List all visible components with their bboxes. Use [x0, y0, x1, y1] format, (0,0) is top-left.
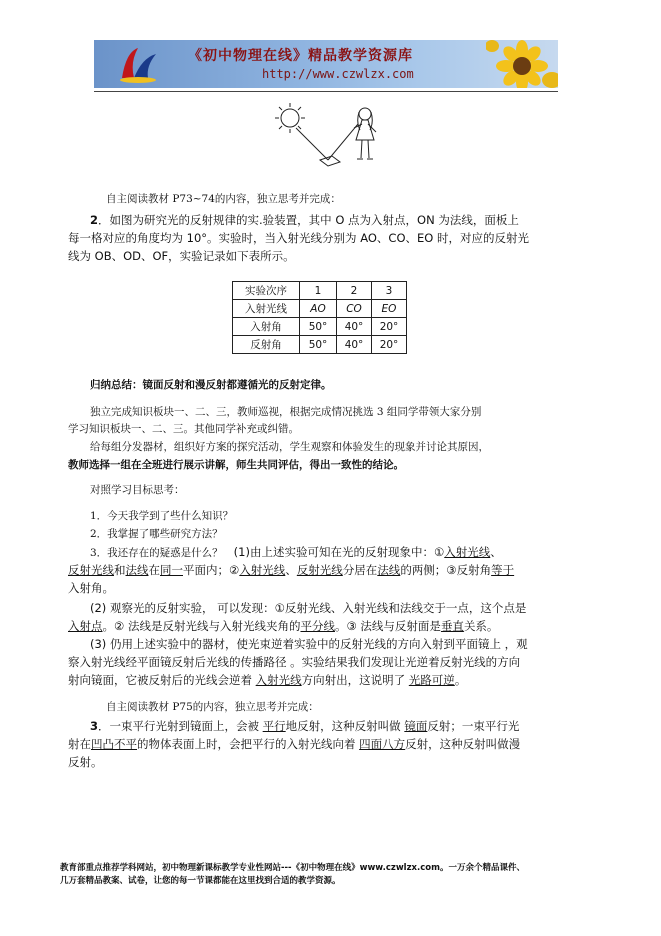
table-cell: 反射角 [233, 336, 300, 354]
table-row [233, 282, 407, 300]
answer-text: 、 [490, 545, 502, 559]
answer-text: 射向镜面，它被反射后的光线会逆着 [68, 673, 252, 687]
question-2-line2: 每一格对应的角度均为 10°。实验时，当入射光线分别为 AO、CO、EO 时，对应的反射光 [68, 231, 529, 245]
answer-text: 反射，这种反射叫做漫 [405, 737, 521, 751]
answer-blank: 垂直 [440, 619, 464, 633]
answer-blank: 入射光线 [444, 545, 491, 559]
question-2-line3: 线为 OB、OD、OF，实验记录如下表所示。 [68, 249, 295, 263]
answer-blank: 法线 [377, 563, 401, 577]
reflect-question-1: 1．今天我学到了些什么知识？ [90, 510, 234, 522]
question-2-text1: ．如图为研究光的反射规律的实.验装置，其中 O 点为入射点，ON 为法线，面板上 [98, 213, 519, 227]
header-banner [94, 40, 558, 88]
answer-blank: 等于 [491, 563, 515, 577]
table-cell: 1 [300, 282, 337, 300]
reflect-question-2: 2．我掌握了哪些研究方法？ [90, 528, 223, 540]
answer-2-line1: (2) 观察光的反射实验， 可以发现：①反射光线、入射光线和法线交于一点，这个点是 [90, 601, 527, 615]
answer-2-line2 [68, 617, 498, 635]
answer-1-line3: 入射角。 [68, 581, 114, 595]
table-cell: 50° [300, 318, 337, 336]
answer-blank: 凹凸不平 [91, 737, 137, 751]
table-cell: 40° [337, 318, 372, 336]
answer-text: 关系。 [463, 619, 499, 633]
reflection-prompt: 对照学习目标思考： [90, 484, 185, 496]
footer-line2: 几万套精品教案、试卷，让您的每一节课都能在这里找到合适的教学资源。 [60, 876, 341, 886]
table-cell: 入射光线 [233, 300, 300, 318]
section1-intro: 自主阅读教材 P73~74的内容，独立思考并完成： [106, 193, 341, 205]
table-cell: CO [337, 300, 372, 318]
question-3-line2 [68, 735, 520, 753]
header-rule [94, 91, 558, 92]
process-line4: 教师选择一组在全班进行展示讲解，师生共同评估，得出一致性的结论。 [68, 459, 404, 471]
answer-text: 的两侧；③反射角 [400, 563, 492, 577]
answer-text: (1)由上述实验可知在光的反射现象中：① [233, 545, 445, 559]
sunflower-icon [486, 40, 558, 88]
question-3-line1 [90, 717, 519, 735]
question-2-line1 [90, 211, 519, 229]
answer-text: 地反射，这种反射叫做 [285, 719, 401, 733]
answer-text: 和 [114, 563, 126, 577]
question-3-line3: 反射。 [68, 755, 103, 769]
answer-text: 。③ 法线与反射面是 [334, 619, 441, 633]
answer-text: 反射；一束平行光 [427, 719, 520, 733]
answer-blank: 镜面 [404, 719, 428, 733]
answer-blank: 法线 [125, 563, 149, 577]
table-cell: 50° [300, 336, 337, 354]
table-cell: 40° [337, 336, 372, 354]
process-line3: 给每组分发器材，组织好方案的探究活动，学生观察和体验发生的现象并讨论其原因， [90, 441, 489, 453]
answer-blank: 同一 [160, 563, 183, 577]
answer-text: 方向射出，这说明了 [301, 673, 406, 687]
answer-blank: 平行 [262, 719, 286, 733]
answer-text: 。 [454, 673, 467, 687]
page-footer [60, 862, 600, 888]
experiment-table [232, 281, 407, 354]
answer-blank: 平分线 [300, 619, 335, 633]
table-row [233, 336, 407, 354]
answer-1-line2 [68, 561, 514, 579]
footer-line1: 教育部重点推荐学科网站，初中物理新课标教学专业性网站---《初中物理在线》www.czwlzx.com。一万余个精品课件、 [60, 863, 525, 873]
answer-text: 。② 法线是反射光线与入射光线夹角的 [102, 619, 301, 633]
process-line2: 学习知识板块一、二、三。其他同学补充或纠错。 [68, 423, 299, 435]
table-cell: 3 [372, 282, 407, 300]
table-cell: 20° [372, 336, 407, 354]
table-cell: 入射角 [233, 318, 300, 336]
answer-text: 、 [285, 563, 297, 577]
section2-intro: 自主阅读教材 P75的内容，独立思考并完成： [106, 701, 319, 713]
table-cell: 实验次序 [233, 282, 300, 300]
answer-text: 平面内；② [183, 563, 240, 577]
answer-3-line3 [68, 671, 466, 689]
summary-text: 归纳总结：镜面反射和漫反射都遵循光的反射定律。 [90, 379, 332, 391]
answer-text: 的物体表面上时，会把平行的入射光线向着 [137, 737, 356, 751]
answer-blank: 反射光线 [296, 563, 343, 577]
banner-url[interactable]: http://www.czwlzx.com [262, 67, 414, 81]
table-row [233, 318, 407, 336]
answer-text: ．一束平行光射到镜面上，会被 [98, 719, 260, 733]
table-cell: AO [300, 300, 337, 318]
banner-title: 《初中物理在线》精品教学资源库 [188, 48, 413, 64]
answer-blank: 入射光线 [239, 563, 286, 577]
answer-3-line2: 察入射光线经平面镜反射后光线的传播路径 。实验结果我们发现让光逆着反射光线的方向 [68, 655, 521, 669]
answer-3-line1: (3) 仍用上述实验中的器材，使光束逆着实验中的反射光线的方向入射到平面镜上 ，观 [90, 637, 528, 651]
answer-1-line1 [90, 543, 502, 562]
question-2-number: 2 [90, 213, 99, 227]
answer-blank: 四面八方 [359, 737, 406, 751]
answer-blank: 入射光线 [255, 673, 302, 687]
table-cell: 20° [372, 318, 407, 336]
table-cell: 2 [337, 282, 372, 300]
table-cell: EO [372, 300, 407, 318]
process-line1: 独立完成知识板块一、二、三，教师巡视，根据完成情况挑选 3 组同学带领大家分别 [90, 406, 482, 418]
answer-blank: 反射光线 [68, 563, 114, 577]
reflection-illustration [270, 100, 410, 172]
answer-text: 在 [148, 563, 160, 577]
answer-blank: 光路可逆 [408, 673, 455, 687]
answer-text: 射在 [68, 737, 91, 751]
table-row [233, 300, 407, 318]
answer-blank: 入射点 [68, 619, 103, 633]
logo-icon [116, 44, 160, 84]
reflect-question-3: 3．我还存在的疑惑是什么？ [90, 547, 223, 559]
question-3-number: 3 [90, 719, 99, 733]
answer-text: 分居在 [342, 563, 378, 577]
